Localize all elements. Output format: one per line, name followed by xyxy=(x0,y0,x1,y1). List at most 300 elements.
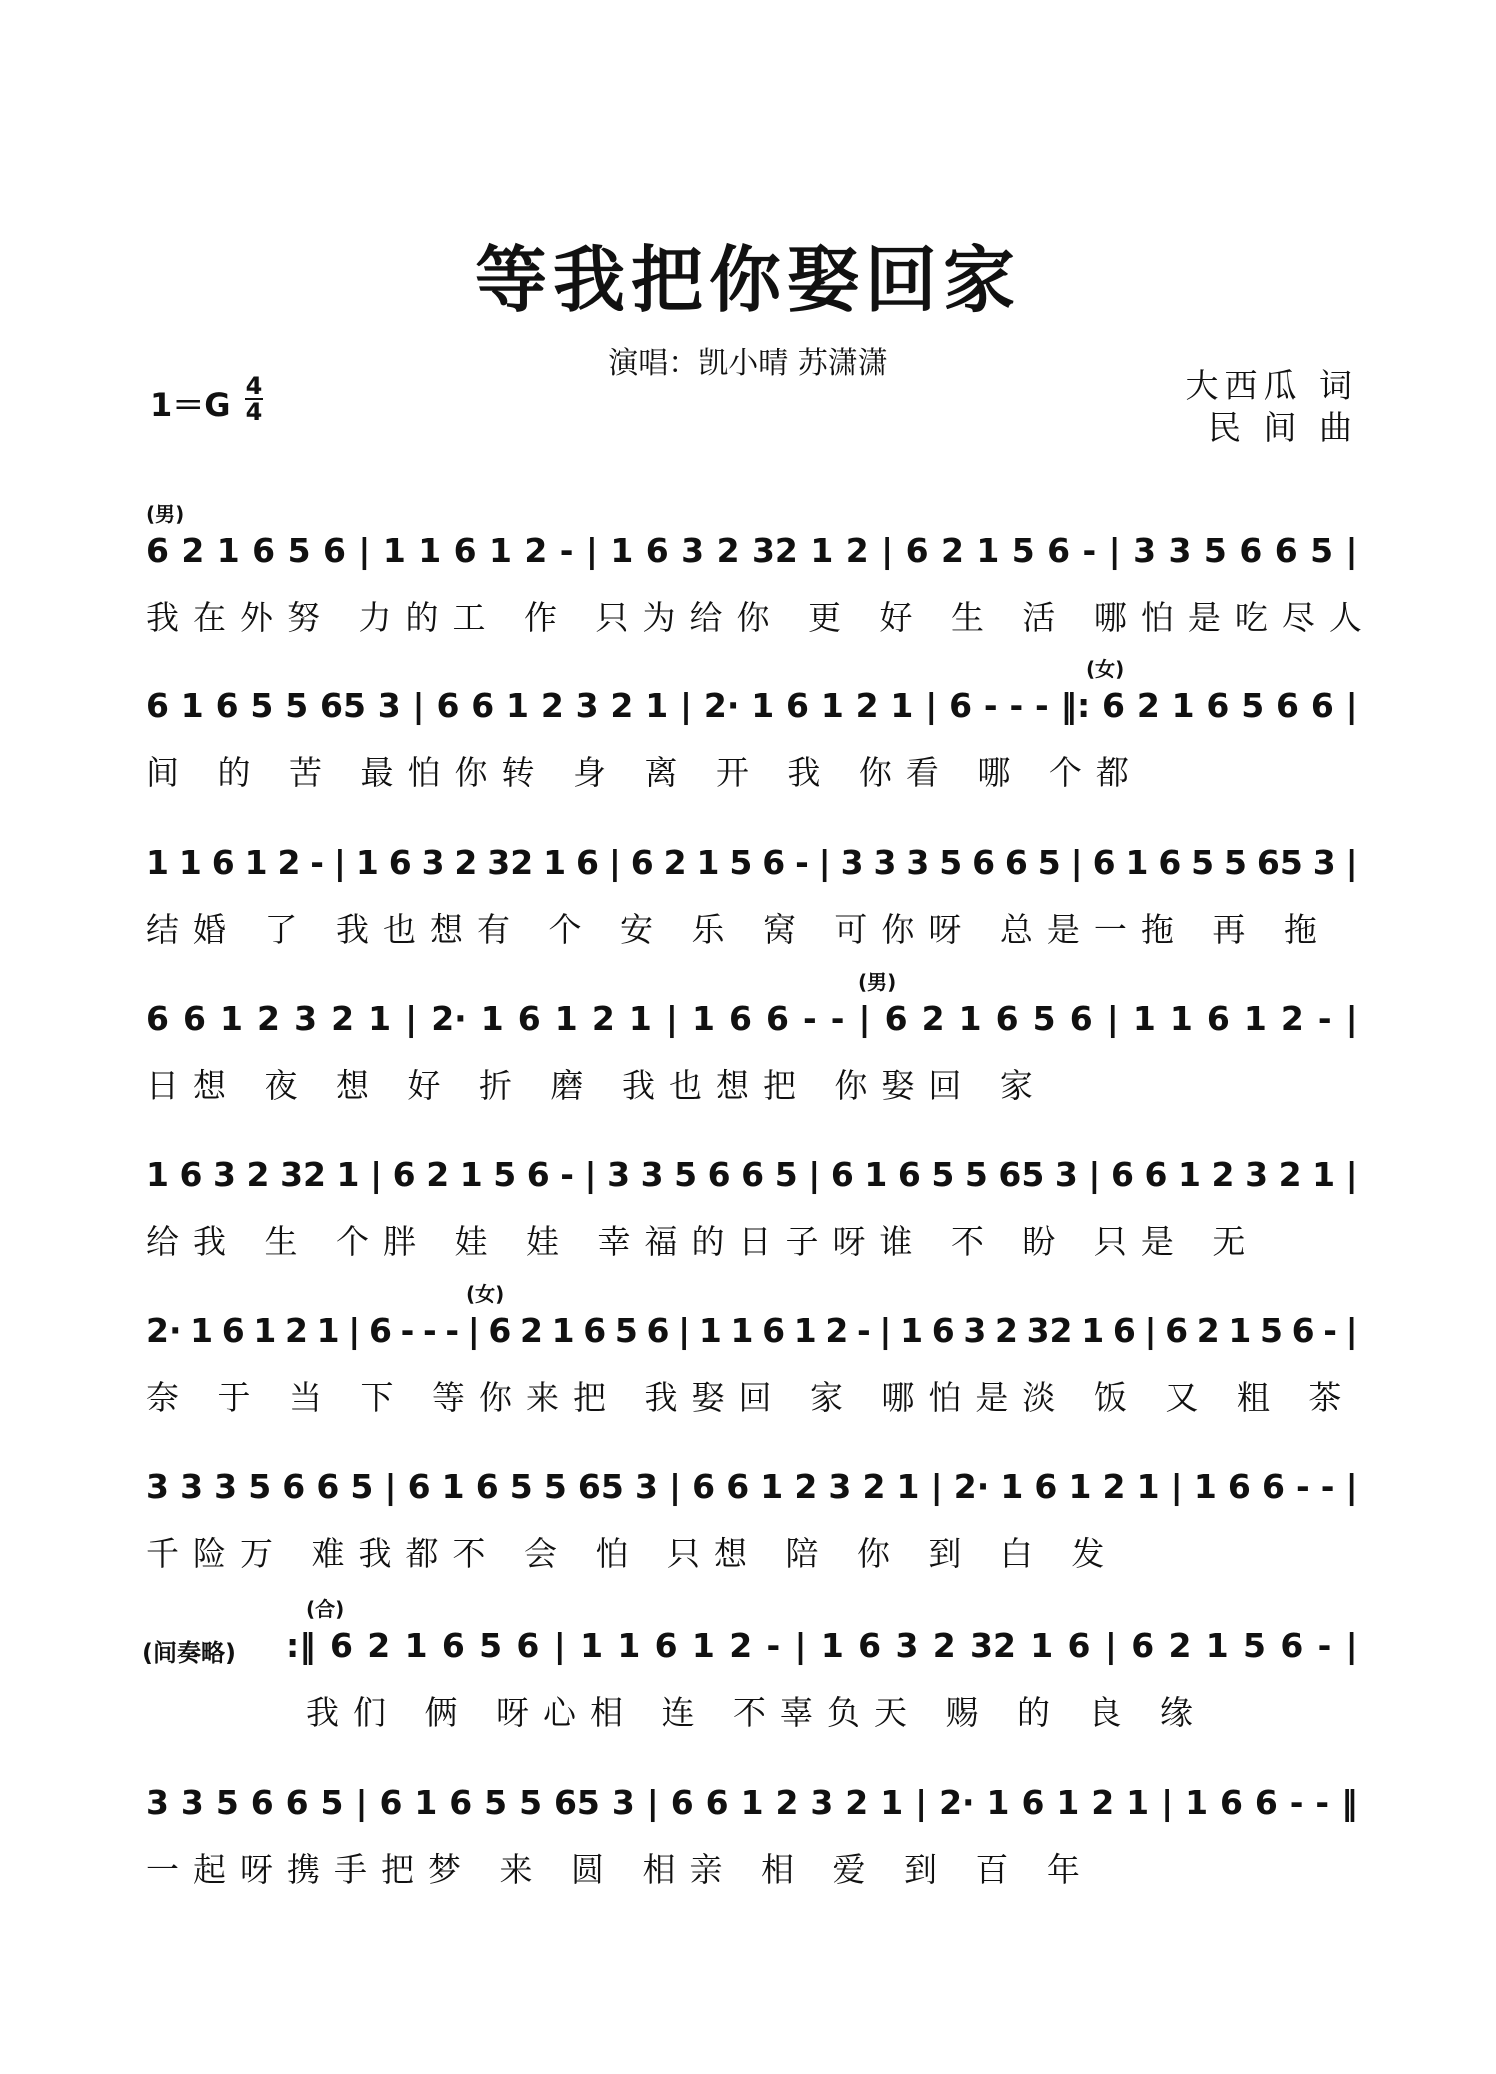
note: 2 xyxy=(1102,1467,1126,1506)
note: - xyxy=(1082,531,1097,570)
note: 2 xyxy=(610,686,634,725)
note: 1 xyxy=(900,1311,924,1350)
note: 1 xyxy=(691,1626,715,1665)
note: 6 xyxy=(1034,1467,1058,1506)
note: 1 xyxy=(316,1311,340,1350)
note: 1 xyxy=(1312,1155,1336,1194)
barline: | xyxy=(585,531,598,570)
barline: ‖ xyxy=(1341,1783,1358,1822)
note: 32 xyxy=(1026,1311,1073,1350)
lyrics-line: 间 的 苦 最怕你转 身 离 开 我 你看 哪 个都 xyxy=(146,753,1143,792)
barline: | xyxy=(858,999,871,1038)
note: 1 xyxy=(740,1783,764,1822)
note: 6 xyxy=(1310,686,1334,725)
note: 5 xyxy=(774,1155,798,1194)
note: 6 xyxy=(995,999,1019,1038)
note: 6 xyxy=(369,1311,392,1350)
lyrics-line: 结婚 了 我也想有 个 安 乐 窝 可你呀 总是一拖 再 拖 xyxy=(146,910,1331,949)
lyrics-line: 我们 俩 呀心相 连 不辜负天 赐 的 良 缘 xyxy=(306,1693,1207,1732)
barline: | xyxy=(1345,686,1358,725)
note: 1 xyxy=(368,999,392,1038)
note: 2 xyxy=(331,999,355,1038)
note: 1 xyxy=(1068,1467,1092,1506)
barline: | xyxy=(925,686,938,725)
note: 32 xyxy=(280,1155,326,1194)
note: 6 xyxy=(905,531,929,570)
note: 1 xyxy=(1081,1311,1105,1350)
barline: | xyxy=(1345,999,1358,1038)
note: 1 xyxy=(1193,1467,1217,1506)
note: 32 xyxy=(751,531,798,570)
note: 65 xyxy=(319,686,366,725)
note: 6 xyxy=(179,1155,203,1194)
note: 6 xyxy=(1112,1311,1136,1350)
note: 3 xyxy=(634,1467,658,1506)
note: 1 xyxy=(489,531,512,570)
barline: | xyxy=(1104,1626,1117,1665)
note: 1 xyxy=(793,1311,817,1350)
note: 2· xyxy=(146,1311,182,1350)
note: 5 xyxy=(931,1155,955,1194)
note: 6 xyxy=(1144,1155,1168,1194)
note: 6 xyxy=(1206,686,1230,725)
note: 65 xyxy=(577,1467,624,1506)
note: 2· xyxy=(703,686,740,725)
note: 6 xyxy=(146,531,169,570)
note: 1 xyxy=(180,686,204,725)
song-title: 等我把你娶回家 xyxy=(474,237,1021,322)
note: 6 xyxy=(1280,1626,1304,1665)
note: 5 xyxy=(320,1783,344,1822)
composer-credit: 民 间 曲 xyxy=(1208,408,1358,447)
note: 5 xyxy=(484,1783,508,1822)
barline: | xyxy=(384,1467,397,1506)
part-label: (男) xyxy=(858,970,897,994)
barline: | xyxy=(1170,1467,1183,1506)
note: 3 xyxy=(963,1311,987,1350)
note: 5 xyxy=(674,1155,698,1194)
note: 5 xyxy=(1032,999,1056,1038)
note: 6 xyxy=(441,1626,465,1665)
lyrics-line: 奈 于 当 下 等你来把 我娶回 家 哪怕是淡 饭 又 粗 茶 xyxy=(146,1378,1356,1417)
note: 1 xyxy=(698,1311,722,1350)
barline: | xyxy=(1106,999,1119,1038)
note: 1 xyxy=(244,843,268,882)
note: 6 xyxy=(407,1467,431,1506)
note: 1 xyxy=(580,1626,604,1665)
note: 1 xyxy=(216,531,240,570)
note: - xyxy=(1289,1783,1304,1822)
note: 2 xyxy=(540,686,564,725)
notation-line xyxy=(146,655,1358,725)
note: 6 xyxy=(250,1783,274,1822)
note: 1 xyxy=(1243,999,1267,1038)
note: 6 xyxy=(654,1626,678,1665)
note: 6 xyxy=(645,531,669,570)
interlude-note: (间奏略) xyxy=(142,1639,236,1667)
note: 6 xyxy=(707,1155,731,1194)
note: - xyxy=(445,1311,460,1350)
note: - xyxy=(559,531,574,570)
note: 2 xyxy=(994,1311,1018,1350)
note: 2 xyxy=(285,1311,308,1350)
note: 1 xyxy=(810,531,834,570)
barline: | xyxy=(584,1155,597,1194)
note: 2 xyxy=(277,843,301,882)
barline: | xyxy=(1345,1155,1358,1194)
barline: | xyxy=(1070,843,1083,882)
note: 5 xyxy=(350,1467,374,1506)
note: 6 xyxy=(1111,1155,1134,1194)
note: 3 xyxy=(1312,843,1336,882)
note: - xyxy=(400,1311,415,1350)
note: 6 xyxy=(1021,1783,1045,1822)
note: - xyxy=(1317,999,1332,1038)
barline: | xyxy=(1345,1626,1358,1665)
note: 1 xyxy=(896,1467,920,1506)
note: 6 xyxy=(1158,843,1182,882)
note: - xyxy=(803,999,817,1038)
note: 1 xyxy=(890,686,914,725)
note: 65 xyxy=(553,1783,600,1822)
note: 3 xyxy=(1168,531,1192,570)
note: 6 xyxy=(392,1155,416,1194)
note: 2· xyxy=(939,1783,975,1822)
note: 1 xyxy=(1205,1626,1229,1665)
note: 2 xyxy=(855,686,879,725)
note: 3 xyxy=(828,1467,852,1506)
barline: | xyxy=(678,1311,691,1350)
note: - xyxy=(422,1311,437,1350)
note: - xyxy=(766,1626,781,1665)
note: 2 xyxy=(729,1626,753,1665)
part-label: (女) xyxy=(466,1282,505,1306)
note: 6 xyxy=(931,1311,955,1350)
note: 2 xyxy=(591,999,615,1038)
note: 5 xyxy=(287,531,311,570)
note: 6 xyxy=(475,1467,499,1506)
time-signature-top: 4 xyxy=(245,372,263,400)
note: 1 xyxy=(751,686,775,725)
note: 6 xyxy=(183,999,206,1038)
barline: | xyxy=(608,843,621,882)
note: - xyxy=(560,1155,574,1194)
note: 2 xyxy=(663,843,687,882)
note: 1 xyxy=(820,686,844,725)
note: 1 xyxy=(1126,1783,1150,1822)
note: 3 xyxy=(607,1155,631,1194)
note: - xyxy=(1034,686,1049,725)
note: 1 xyxy=(554,999,578,1038)
note: 1 xyxy=(645,686,669,725)
barline: | xyxy=(665,999,678,1038)
part-label: (男) xyxy=(146,502,185,526)
barline: | xyxy=(915,1783,928,1822)
note: 6 xyxy=(316,1467,340,1506)
note: 6 xyxy=(211,843,235,882)
note: 2 xyxy=(825,1311,849,1350)
note: 2· xyxy=(431,999,467,1038)
note: 1 xyxy=(146,843,169,882)
note: 6 xyxy=(488,1311,512,1350)
note: 6 xyxy=(436,686,460,725)
note: 2 xyxy=(1136,686,1160,725)
note: 3 xyxy=(810,1783,834,1822)
note: 2 xyxy=(367,1626,391,1665)
barline: | xyxy=(358,531,371,570)
lyrics-line: 我在外努 力的工 作 只为给你 更 好 生 活 哪怕是吃尽人 xyxy=(146,598,1376,637)
note: 3 xyxy=(180,1467,204,1506)
note: 6 xyxy=(453,531,477,570)
note: 1 xyxy=(1030,1626,1054,1665)
lyrics-line: 一起呀携手把梦 来 圆 相亲 相 爱 到 百 年 xyxy=(146,1850,1094,1889)
notation-line xyxy=(146,1752,1358,1822)
note: 5 xyxy=(1203,531,1227,570)
note: 6 xyxy=(949,686,973,725)
note: 1 xyxy=(1132,999,1156,1038)
note: 5 xyxy=(1310,531,1334,570)
barline: ‖: xyxy=(1060,686,1091,725)
barline: | xyxy=(1345,1311,1358,1350)
note: 2 xyxy=(181,531,205,570)
note: 6 xyxy=(215,686,239,725)
note: 1 xyxy=(506,686,529,725)
note: 2 xyxy=(845,1783,869,1822)
note: 2 xyxy=(794,1467,818,1506)
barline: | xyxy=(818,843,831,882)
note: 1 xyxy=(418,531,442,570)
note: 1 xyxy=(958,999,982,1038)
barline: | xyxy=(930,1467,943,1506)
barline: :‖ xyxy=(286,1626,316,1665)
note: 1 xyxy=(986,1783,1010,1822)
note: 3 xyxy=(1133,531,1157,570)
note: 2 xyxy=(1278,1155,1302,1194)
note: 2 xyxy=(520,1311,544,1350)
note: 6 xyxy=(526,1155,550,1194)
note: 2 xyxy=(862,1467,886,1506)
note: - xyxy=(1323,1311,1337,1350)
note: 6 xyxy=(1254,1783,1278,1822)
note: 1 xyxy=(336,1155,360,1194)
note: 1 xyxy=(543,843,567,882)
note: 6 xyxy=(1004,843,1028,882)
note: 5 xyxy=(1191,843,1215,882)
notation-line xyxy=(146,812,1358,882)
note: 1 xyxy=(696,843,720,882)
note: 6 xyxy=(388,843,412,882)
barline: | xyxy=(1345,1467,1358,1506)
note: 6 xyxy=(516,1626,540,1665)
note: 6 xyxy=(252,531,276,570)
note: 32 xyxy=(487,843,534,882)
note: 5 xyxy=(215,1783,239,1822)
barline: | xyxy=(1161,1783,1174,1822)
barline: | xyxy=(355,1783,368,1822)
note: 1 xyxy=(1136,1467,1160,1506)
note: 5 xyxy=(479,1626,503,1665)
note: 2 xyxy=(1168,1626,1192,1665)
barline: | xyxy=(412,686,425,725)
note: 5 xyxy=(1243,1626,1266,1665)
note: 6 xyxy=(705,1783,729,1822)
note: 1 xyxy=(178,843,202,882)
note: 5 xyxy=(964,1155,988,1194)
note: 6 xyxy=(1219,1783,1243,1822)
note: - xyxy=(1317,1626,1332,1665)
note: 1 xyxy=(691,999,715,1038)
note: 1 xyxy=(382,531,406,570)
note: 1 xyxy=(551,1311,575,1350)
note: 2 xyxy=(940,531,964,570)
part-label: (合) xyxy=(306,1597,345,1621)
note: 6 xyxy=(972,843,996,882)
note: 5 xyxy=(939,843,963,882)
barline: | xyxy=(879,1311,892,1350)
note: 1 xyxy=(1228,1311,1252,1350)
note: 1 xyxy=(1125,843,1149,882)
note: 1 xyxy=(480,999,504,1038)
note: 2· xyxy=(953,1467,990,1506)
note: 3 xyxy=(840,843,864,882)
note: 6 xyxy=(1069,999,1093,1038)
note: 2 xyxy=(246,1155,270,1194)
note: - xyxy=(1315,1783,1330,1822)
note: 3 xyxy=(146,1467,169,1506)
note: 6 xyxy=(471,686,495,725)
note: - xyxy=(830,999,845,1038)
note: 1 xyxy=(1056,1783,1080,1822)
barline: | xyxy=(333,843,346,882)
note: 6 xyxy=(765,999,789,1038)
note: - xyxy=(795,843,809,882)
note: 6 xyxy=(646,1311,670,1350)
note: 3 xyxy=(681,531,705,570)
lyrics-line: 给我 生 个胖 娃 娃 幸福的日子呀谁 不 盼 只是 无 xyxy=(146,1222,1260,1261)
note: 5 xyxy=(1241,686,1265,725)
note: 1 xyxy=(1000,1467,1024,1506)
note: 2 xyxy=(921,999,945,1038)
note: 6 xyxy=(762,1311,786,1350)
note: 1 xyxy=(610,531,634,570)
singer-credit: 演唱：凯小晴 苏潇潇 xyxy=(608,346,888,381)
barline: | xyxy=(1088,1155,1101,1194)
barline: | xyxy=(348,1311,361,1350)
note: 65 xyxy=(998,1155,1045,1194)
note: 3 xyxy=(895,1626,919,1665)
note: 6 xyxy=(728,999,752,1038)
note: 2 xyxy=(257,999,281,1038)
note: 6 xyxy=(146,686,169,725)
note: 6 xyxy=(630,843,654,882)
note: 2 xyxy=(524,531,548,570)
note: 1 xyxy=(253,1311,277,1350)
note: 2 xyxy=(932,1626,956,1665)
note: 6 xyxy=(379,1783,403,1822)
note: 2 xyxy=(426,1155,450,1194)
notation-line xyxy=(146,1436,1358,1506)
note: 6 xyxy=(884,999,908,1038)
note: 6 xyxy=(726,1467,750,1506)
note: 5 xyxy=(1037,843,1061,882)
barline: | xyxy=(553,1626,566,1665)
lyrics-line: 千险万 难我都不 会 怕 只想 陪 你 到 白 发 xyxy=(146,1534,1119,1573)
note: 2 xyxy=(716,531,740,570)
note: 1 xyxy=(220,999,243,1038)
note: 3 xyxy=(180,1783,204,1822)
note: 6 xyxy=(1102,686,1125,725)
note: 3 xyxy=(611,1783,635,1822)
note: 1 xyxy=(1169,999,1193,1038)
note: 6 xyxy=(221,1311,245,1350)
note: 6 xyxy=(1291,1311,1315,1350)
note: 1 xyxy=(976,531,1000,570)
note: 3 xyxy=(1245,1155,1269,1194)
note: 6 xyxy=(830,1155,854,1194)
note: 1 xyxy=(730,1311,754,1350)
barline: | xyxy=(669,1467,682,1506)
note: 2 xyxy=(1196,1311,1220,1350)
note: - xyxy=(983,686,998,725)
note: 6 xyxy=(897,1155,921,1194)
note: 5 xyxy=(1011,531,1035,570)
note: - xyxy=(310,843,324,882)
note: 6 xyxy=(583,1311,607,1350)
barline: | xyxy=(881,531,894,570)
note: 6 xyxy=(1165,1311,1189,1350)
note: 1 xyxy=(628,999,652,1038)
note: - xyxy=(1009,686,1024,725)
note: 3 xyxy=(640,1155,664,1194)
note: 1 xyxy=(441,1467,465,1506)
note: 6 xyxy=(1092,843,1116,882)
note: 6 xyxy=(517,999,541,1038)
barline: | xyxy=(1108,531,1121,570)
note: 5 xyxy=(1224,843,1247,882)
note: 6 xyxy=(741,1155,765,1194)
note: 2 xyxy=(1211,1155,1235,1194)
note: 1 xyxy=(617,1626,641,1665)
barline: | xyxy=(370,1155,383,1194)
time-signature xyxy=(245,374,263,424)
note: - xyxy=(857,1311,871,1350)
note: 1 xyxy=(760,1467,784,1506)
note: 1 xyxy=(459,1155,483,1194)
note: 6 xyxy=(1067,1626,1091,1665)
note: 1 xyxy=(880,1783,904,1822)
note: 1 xyxy=(190,1311,214,1350)
note: 6 xyxy=(670,1783,694,1822)
barline: | xyxy=(680,686,693,725)
note: 6 xyxy=(330,1626,353,1665)
note: 6 xyxy=(322,531,346,570)
note: 6 xyxy=(575,843,599,882)
note: 2 xyxy=(454,843,478,882)
barline: | xyxy=(808,1155,821,1194)
note: 1 xyxy=(404,1626,428,1665)
note: 3 xyxy=(421,843,445,882)
note: 5 xyxy=(729,843,753,882)
note: 3 xyxy=(213,1155,236,1194)
lyrics-line: 日想 夜 想 好 折 磨 我也想把 你娶回 家 xyxy=(146,1066,1047,1105)
note: 6 xyxy=(1276,686,1299,725)
note: 5 xyxy=(614,1311,638,1350)
note: 1 xyxy=(1171,686,1195,725)
note: 65 xyxy=(1256,843,1303,882)
note: 6 xyxy=(1227,1467,1251,1506)
note: 3 xyxy=(906,843,930,882)
note: 1 xyxy=(414,1783,438,1822)
